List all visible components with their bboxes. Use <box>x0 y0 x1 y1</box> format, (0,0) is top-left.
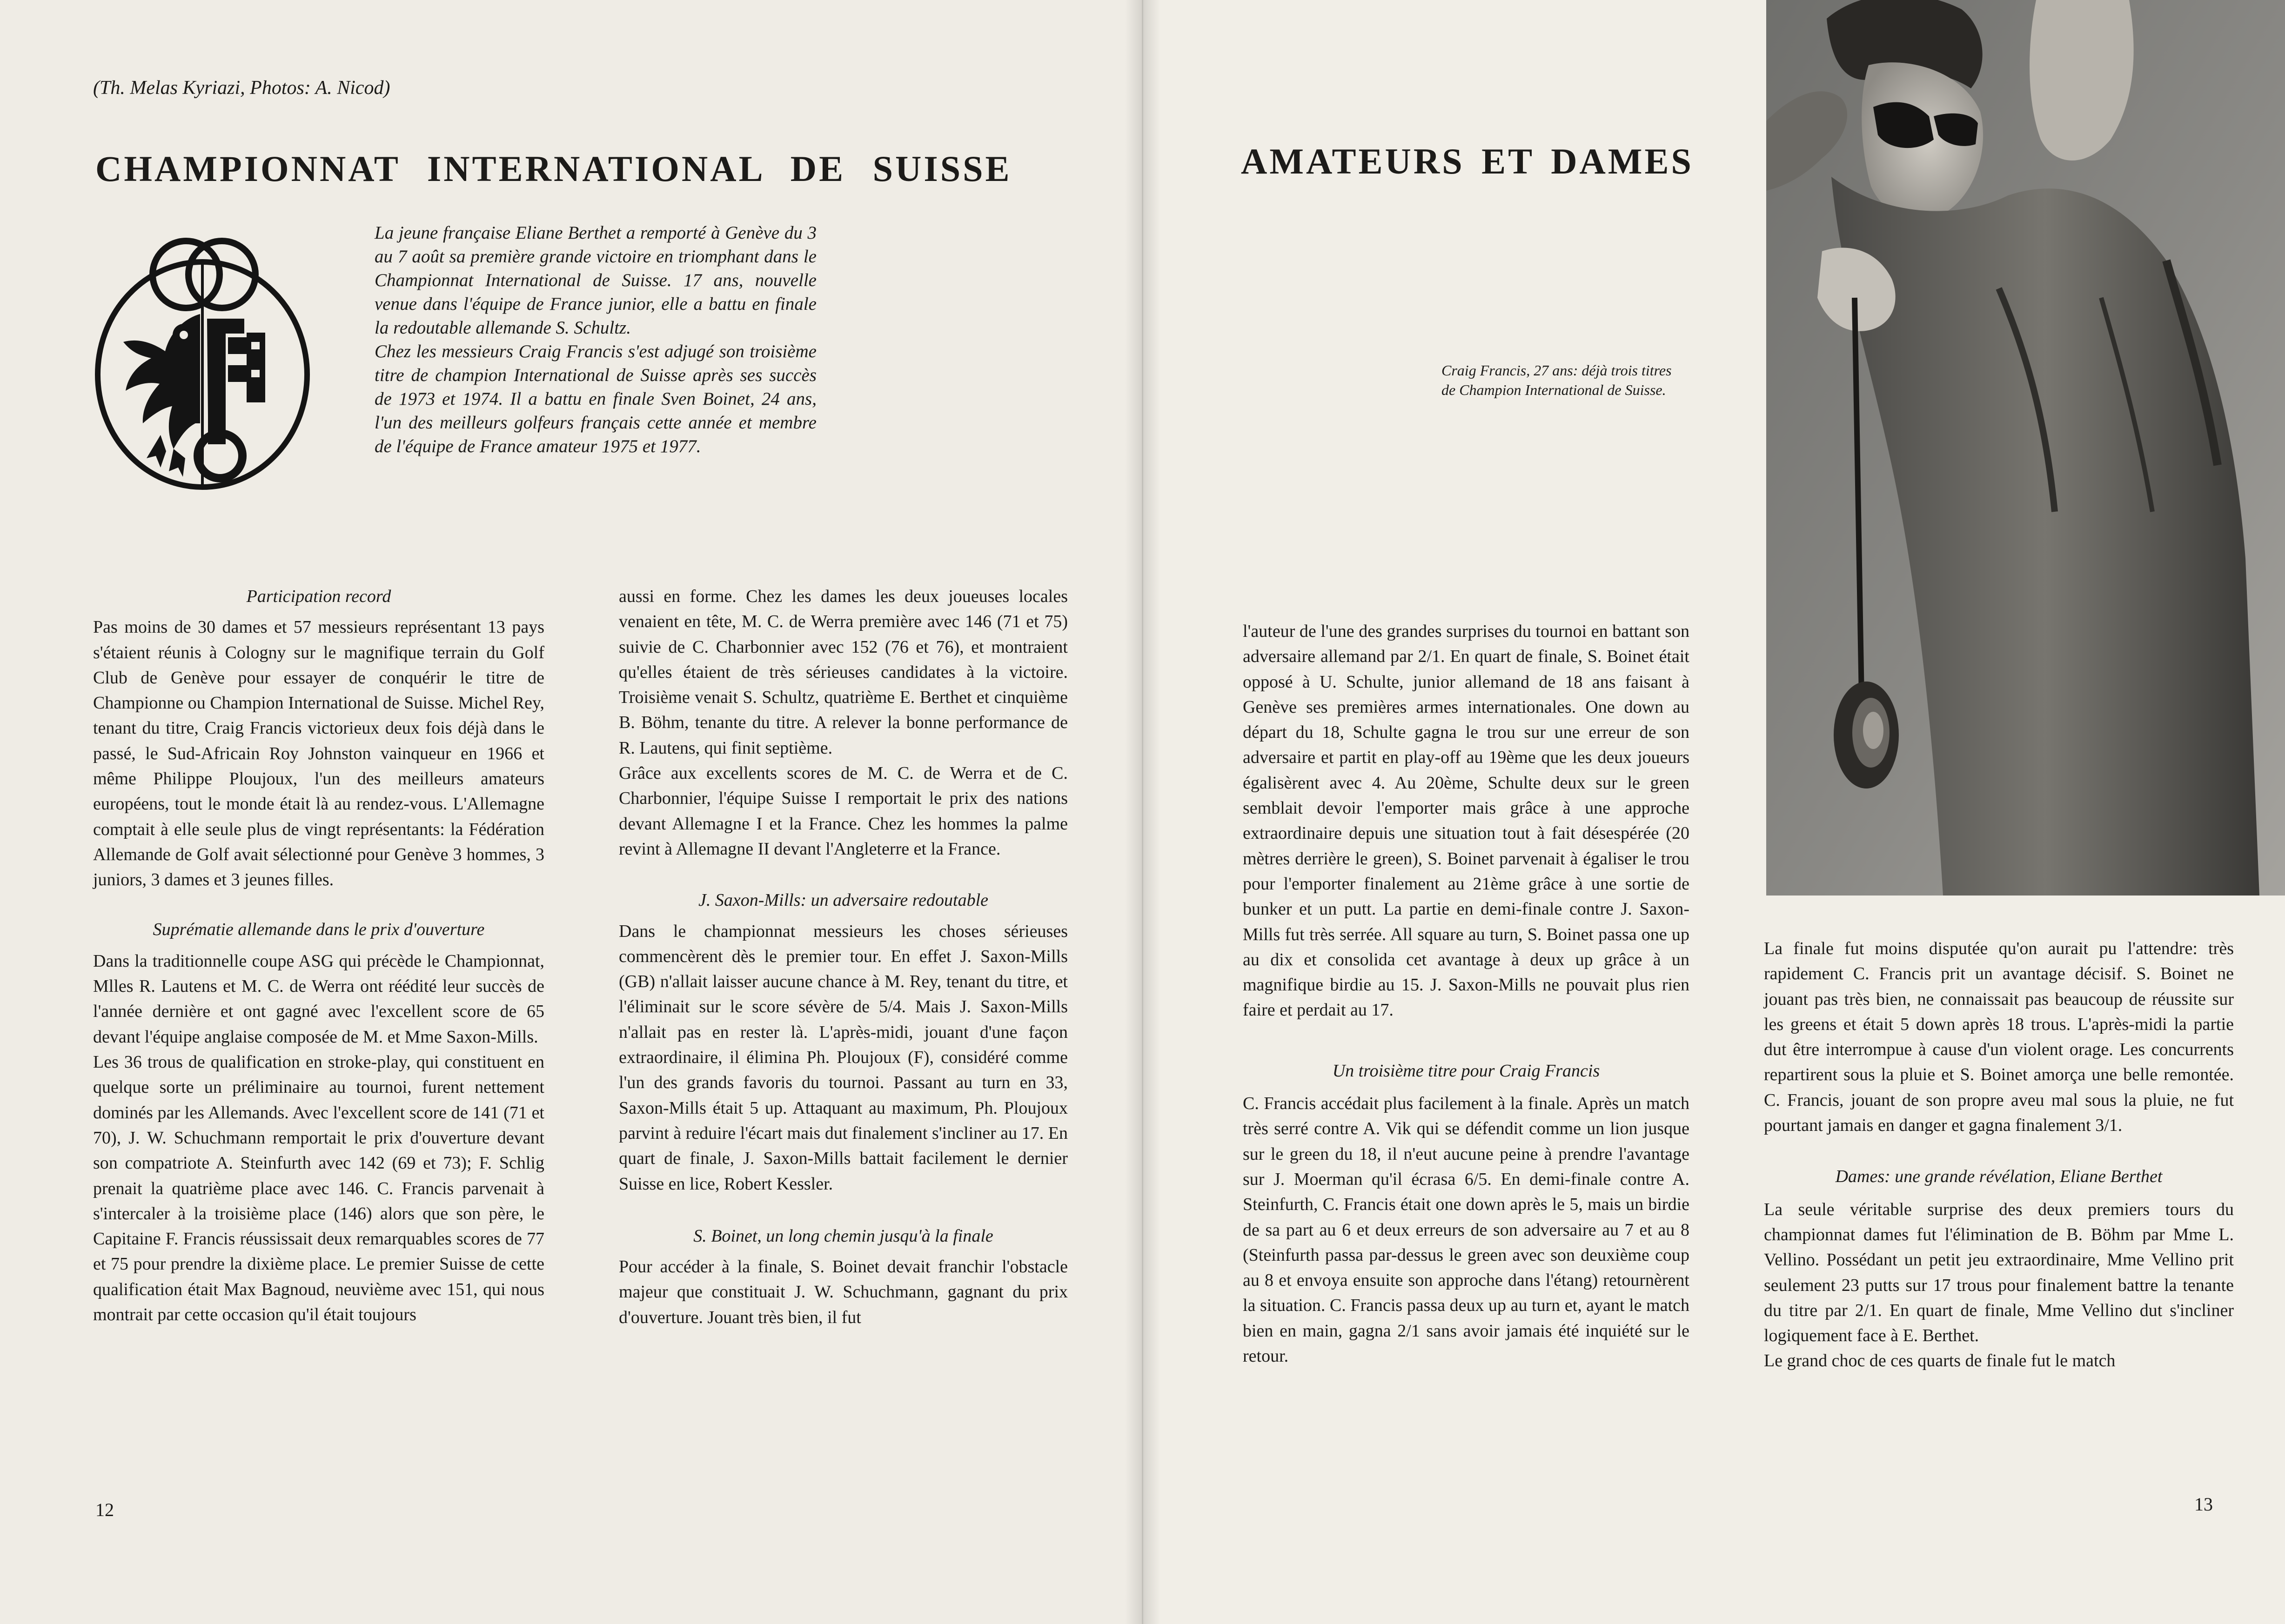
saxon-text: Dans le championnat messieurs les choses sérieuses commencèrent dès le premier tour. En effet J. Saxon-Mills (GB) n'allait laisser aucune chance à M. Rey, tenant du titre, et l'éliminait sur le score sévère de 5/4. Mais J. Saxon-Mills n'allait pas en rester là. L'après-midi, jouant d'une façon extraordinaire, il élimina Ph. Ploujoux (F), considéré comme l'un des grands favoris du tournoi. Passant au turn en 33, Saxon-Mills était 5 up. Attaquant au maximum, Ph. Ploujoux parvint à reduire l'écart mais dut finalement s'incliner au 17. En quart de finale, J. Saxon-Mills battait facilement le dernier Suisse en lice, Robert Kessler. <box>619 921 1068 1194</box>
intro-paragraph <box>375 221 817 458</box>
section-heading-boinet: S. Boinet, un long chemin jusqu'à la finale <box>693 1226 993 1246</box>
geneva-golf-emblem <box>91 216 314 495</box>
final-text: La finale fut moins disputée qu'on aurait pu l'attendre: très rapidement C. Francis prit un avantage décisif. S. Boinet ne jouant pas très bien, ne connaissait pas beaucoup de réussite sur les greens et était 5 down après 18 trous. L'après-midi la partie dut être interrompue à cause d'un violent orage. Les concurrents repartirent sous la pluie et S. Boinet amorça une belle remontée. C. Francis, jouant de son propre aveu mal sous la pluie, ne fut pourtant jamais en danger et gagna finalement 3/1. <box>1764 939 2234 1136</box>
intro-text-men: Chez les messieurs Craig Francis s'est adjugé son troisième titre de champion International de Suisse après ses succès de 1973 et 1974. Il a battu en finale Sven Boinet, 24 ans, l'un des meilleurs golfeurs français cette année et membre de l'équipe de France amateur 1975 et 1977. <box>375 341 817 456</box>
page-gutter <box>1125 0 1160 1624</box>
section-heading-supremacy: Suprématie allemande dans le prix d'ouverture <box>153 919 485 939</box>
participation-text: Pas moins de 30 dames et 57 messieurs représentant 13 pays s'étaient réunis à Cologny sur le magnifique terrain du Golf Club de Genève pour essayer de conquérir le titre de Championne ou Champion International de Suisse. Michel Rey, tenant du titre, Craig Francis victorieux deux fois déjà dans le passé, le Sud-Africain Roy Johnston vainqueur en 1966 et même Philippe Ploujoux, l'un des meilleurs amateurs européens, tout le monde était là au rendez-vous. L'Allemagne comptait à elle seule plus de vingt représentants: la Fédération Allemande de Golf avait sélectionné pour Genève 3 hommes, 3 juniors, 3 dames et 3 jeunes filles. <box>93 617 544 890</box>
section-heading-saxon: J. Saxon-Mills: un adversaire redoutable <box>698 890 988 910</box>
section-heading-dames: Dames: une grande révélation, Eliane Berthet <box>1835 1167 2163 1187</box>
left-column-2 <box>619 584 1068 1330</box>
right-column1-text: l'auteur de l'une des grandes surprises du tournoi en battant son adversaire allemand par 2/1. En quart de finale, S. Boinet était opposé à U. Schulte, junior allemand de 18 ans faisant à Genève ses premières armes internationales. One down au départ du 18, Schulte gagna le trou sur une erreur de son adversaire et partit en play-off au 19ème que les deux joueurs égalisèrent avec 4. Au 20ème, Schulte deux sur le green semblait devoir l'emporter mais grâce à une approche extraordinaire depuis une situation tout à fait désespérée (20 mètres derrière le green), S. Boinet parvenait à égaliser le trou pour l'emporter finalement au 21ème grâce à une sortie de bunker et un putt. La partie en demi-finale contre J. Saxon-Mills fut très serrée. All square au turn, S. Boinet passa one up au dix et consolida cet avantage à deux up grâce à un magnifique birdie au 15. J. Saxon-Mills ne pouvait plus rien faire et perdait au 17. <box>1243 622 1689 1020</box>
francis-text: C. Francis accédait plus facilement à la finale. Après un match très serré contre A. Vik qui se défendit comme un lion jusque sur le green du 18, il n'eut aucune peine à prendre l'avantage sur J. Moerman qu'il écrasa 6/5. En demi-finale contre A. Steinfurth, C. Francis était one down après le 5, mais un birdie de sa part au 6 et deux erreurs de son adversaire au 7 et au 8 (Steinfurth passa par-dessus le green avec son deuxième coup au 8 et envoya ensuite son approche dans l'étang) retournèrent la situation. C. Francis passa deux up au turn et, ayant le match bien en main, gagna 2/1 sans avoir jamais été inquiété sur le retour. <box>1243 1094 1689 1366</box>
boinet-text: Pour accéder à la finale, S. Boinet devait franchir l'obstacle majeur que constituait J. W. Schuchmann, gagnant du prix d'ouverture. Jouant très bien, il fut <box>619 1257 1068 1327</box>
photo-caption: Craig Francis, 27 ans: déjà trois titres de Champion International de Suisse. <box>1441 362 1672 398</box>
right-page <box>1143 0 2285 1624</box>
column2-text-2: Grâce aux excellents scores de M. C. de Werra et de C. Charbonnier, l'équipe Suisse I remportait le prix des nations devant Allemagne I et la France. Chez les hommes la palme revint à Allemagne II devant l'Angleterre et la France. <box>619 763 1068 859</box>
section-heading-francis: Un troisième titre pour Craig Francis <box>1332 1061 1600 1081</box>
intro-text-women: La jeune française Eliane Berthet a remporté à Genève du 3 au 7 août sa première grande victoire en triomphant dans le Championnat International de Suisse. 17 ans, nouvelle venue dans l'équipe de France junior, elle a battu en finale la redoutable allemande S. Schultz. <box>375 223 817 338</box>
section-heading-participation: Participation record <box>246 587 391 606</box>
supremacy-text-2: Les 36 trous de qualification en stroke-play, qui constituent en quelque sorte un préliminaire au tournoi, furent nettement dominés par les Allemands. Avec l'excellent score de 141 (71 et 70), J. W. Schuchmann remportait le prix d'ouverture devant son compatriote A. Steinfurth avec 142 (69 et 73); F. Schlig prenait la quatrième place avec 146. C. Francis parvenait à s'intercaler à la troisième place (146) alors que son père, le Capitaine F. Francis réussissait deux remarquables scores de 77 et 75 pour prendre la dixième place. Le premier Suisse de cette qualification était Max Bagnoud, neuvième avec 151, qui nous montrait par cette occasion qu'il était toujours <box>93 1052 544 1325</box>
page-title-right: AMATEURS ET DAMES <box>1241 141 1694 181</box>
supremacy-text-1: Dans la traditionnelle coupe ASG qui précède le Championnat, Mlles R. Lautens et M. C. de Werra ont réédité leur succès de l'année dernière et ont gagné avec l'excellent score de 65 devant l'équipe anglaise composée de M. et Mme Saxon-Mills. <box>93 951 544 1047</box>
column2-text-1: aussi en forme. Chez les dames les deux joueuses locales venaient en tête, M. C. de Werra première avec 146 (71 et 75) suivie de C. Charbonnier avec 152 (76 et 76), et montraient qu'elles étaient de très sérieuses candidates à la victoire. Troisième venait S. Schultz, quatrième E. Berthet et cinquième B. Böhm, tenante du titre. A relever la bonne performance de R. Lautens, qui finit septième. <box>619 587 1068 758</box>
page-title-left: CHAMPIONNAT INTERNATIONAL DE SUISSE <box>95 148 1012 189</box>
golfer-photo <box>1766 0 2285 896</box>
page-number-left: 12 <box>95 1499 114 1520</box>
dames-text-1: La seule véritable surprise des deux premiers tours du championnat dames fut l'élimination de B. Böhm par Mme L. Vellino. Possédant un petit jeu extraordinaire, Mme Vellino prit seulement 23 putts sur 17 trous pour finalement battre la tenante du titre par 2/1. En quart de finale, Mme Vellino dut s'incliner logiquement face à E. Berthet. <box>1764 1199 2234 1346</box>
dames-text-2: Le grand choc de ces quarts de finale fut le match <box>1764 1351 2116 1371</box>
right-column-2 <box>1764 936 2234 1374</box>
left-page <box>0 0 1142 1624</box>
page-number-right: 13 <box>2194 1494 2213 1515</box>
right-column-1 <box>1243 619 1689 1369</box>
photo-credit: (Th. Melas Kyriazi, Photos: A. Nicod) <box>93 77 390 99</box>
left-column-1 <box>93 584 544 1327</box>
